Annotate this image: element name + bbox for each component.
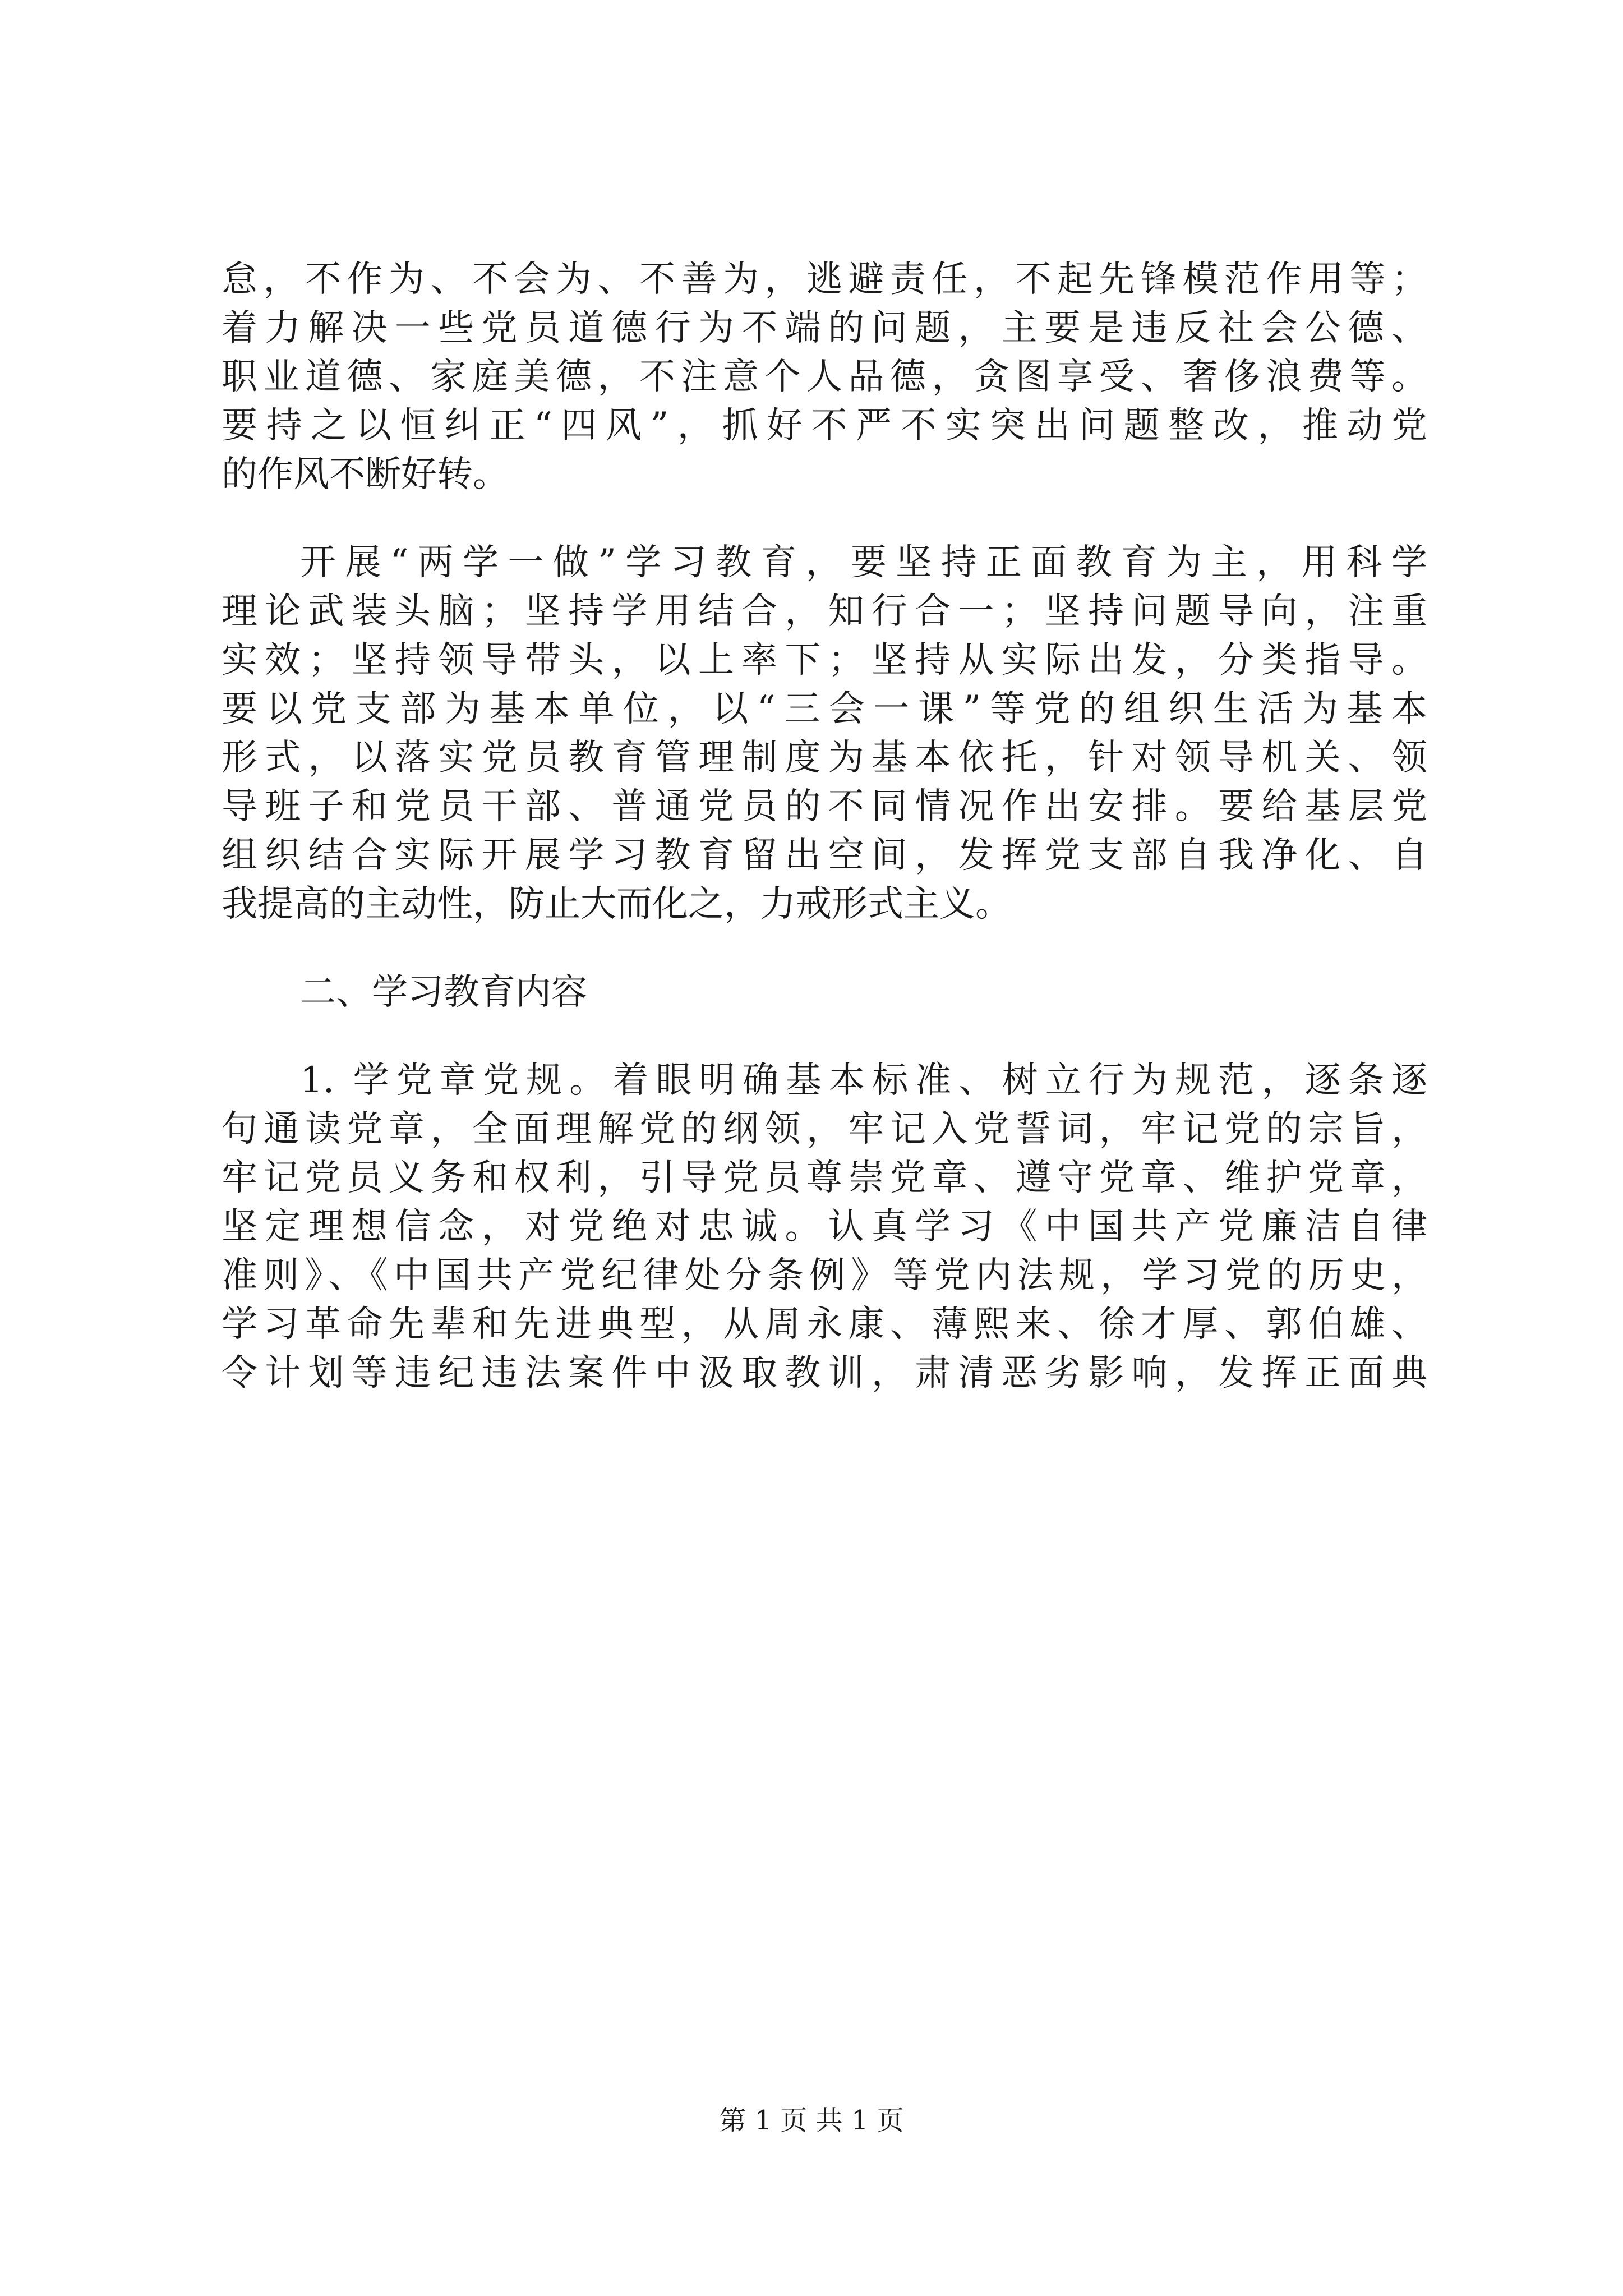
text-line: 坚定理想信念，对党绝对忠诚。认真学习《中国共产党廉洁自律 xyxy=(222,1206,1427,1248)
text-line: 学习革命先辈和先进典型，从周永康、薄熙来、徐才厚、郭伯雄、 xyxy=(222,1304,1427,1345)
text-line: 开展“两学一做”学习教育，要坚持正面教育为主，用科学 xyxy=(300,542,1427,583)
text-line: 实效；坚持领导带头，以上率下；坚持从实际出发，分类指导。 xyxy=(222,639,1427,681)
text-line: 令计划等违纪违法案件中汲取教训，肃清恶劣影响，发挥正面典 xyxy=(222,1352,1427,1394)
paragraph xyxy=(222,539,1427,929)
text-line: 怠，不作为、不会为、不善为，逃避责任，不起先锋模范作用等； xyxy=(222,259,1427,300)
text-line: 准则》、《中国共产党纪律处分条例》等党内法规，学习党的历史， xyxy=(222,1255,1427,1296)
text-line: 职业道德、家庭美德，不注意个人品德，贪图享受、奢侈浪费等。 xyxy=(222,356,1427,398)
document-body xyxy=(222,255,1427,1398)
text-line: 要以党支部为基本单位，以“三会一课”等党的组织生活为基本 xyxy=(222,688,1427,730)
section-heading xyxy=(222,968,1427,1017)
text-line: 1. 学党章党规。着眼明确基本标准、树立行为规范，逐条逐 xyxy=(300,1060,1427,1101)
text-line: 句通读党章，全面理解党的纲领，牢记入党誓词，牢记党的宗旨， xyxy=(222,1108,1427,1150)
text-line: 要持之以恒纠正“四风”，抓好不严不实突出问题整改，推动党 xyxy=(222,405,1427,447)
text-line: 着力解决一些党员道德行为不端的问题，主要是违反社会公德、 xyxy=(222,307,1427,349)
page-number: 第 1 页 共 1 页 xyxy=(719,2105,904,2136)
page-footer xyxy=(0,2104,1623,2137)
text-line: 导班子和党员干部、普通党员的不同情况作出安排。要给基层党 xyxy=(222,786,1427,827)
text-line: 组织结合实际开展学习教育留出空间，发挥党支部自我净化、自 xyxy=(222,835,1427,876)
paragraph xyxy=(222,255,1427,499)
text-line: 形式，以落实党员教育管理制度为基本依托，针对领导机关、领 xyxy=(222,737,1427,779)
text-line: 牢记党员义务和权利，引导党员尊崇党章、遵守党章、维护党章， xyxy=(222,1157,1427,1199)
text-line: 我提高的主动性，防止大而化之，力戒形式主义。 xyxy=(222,884,1011,925)
heading-text: 二、学习教育内容 xyxy=(300,972,587,1013)
paragraph xyxy=(222,1056,1427,1398)
text-line: 理论武装头脑；坚持学用结合，知行合一；坚持问题导向，注重 xyxy=(222,591,1427,632)
text-line: 的作风不断好转。 xyxy=(222,454,509,495)
